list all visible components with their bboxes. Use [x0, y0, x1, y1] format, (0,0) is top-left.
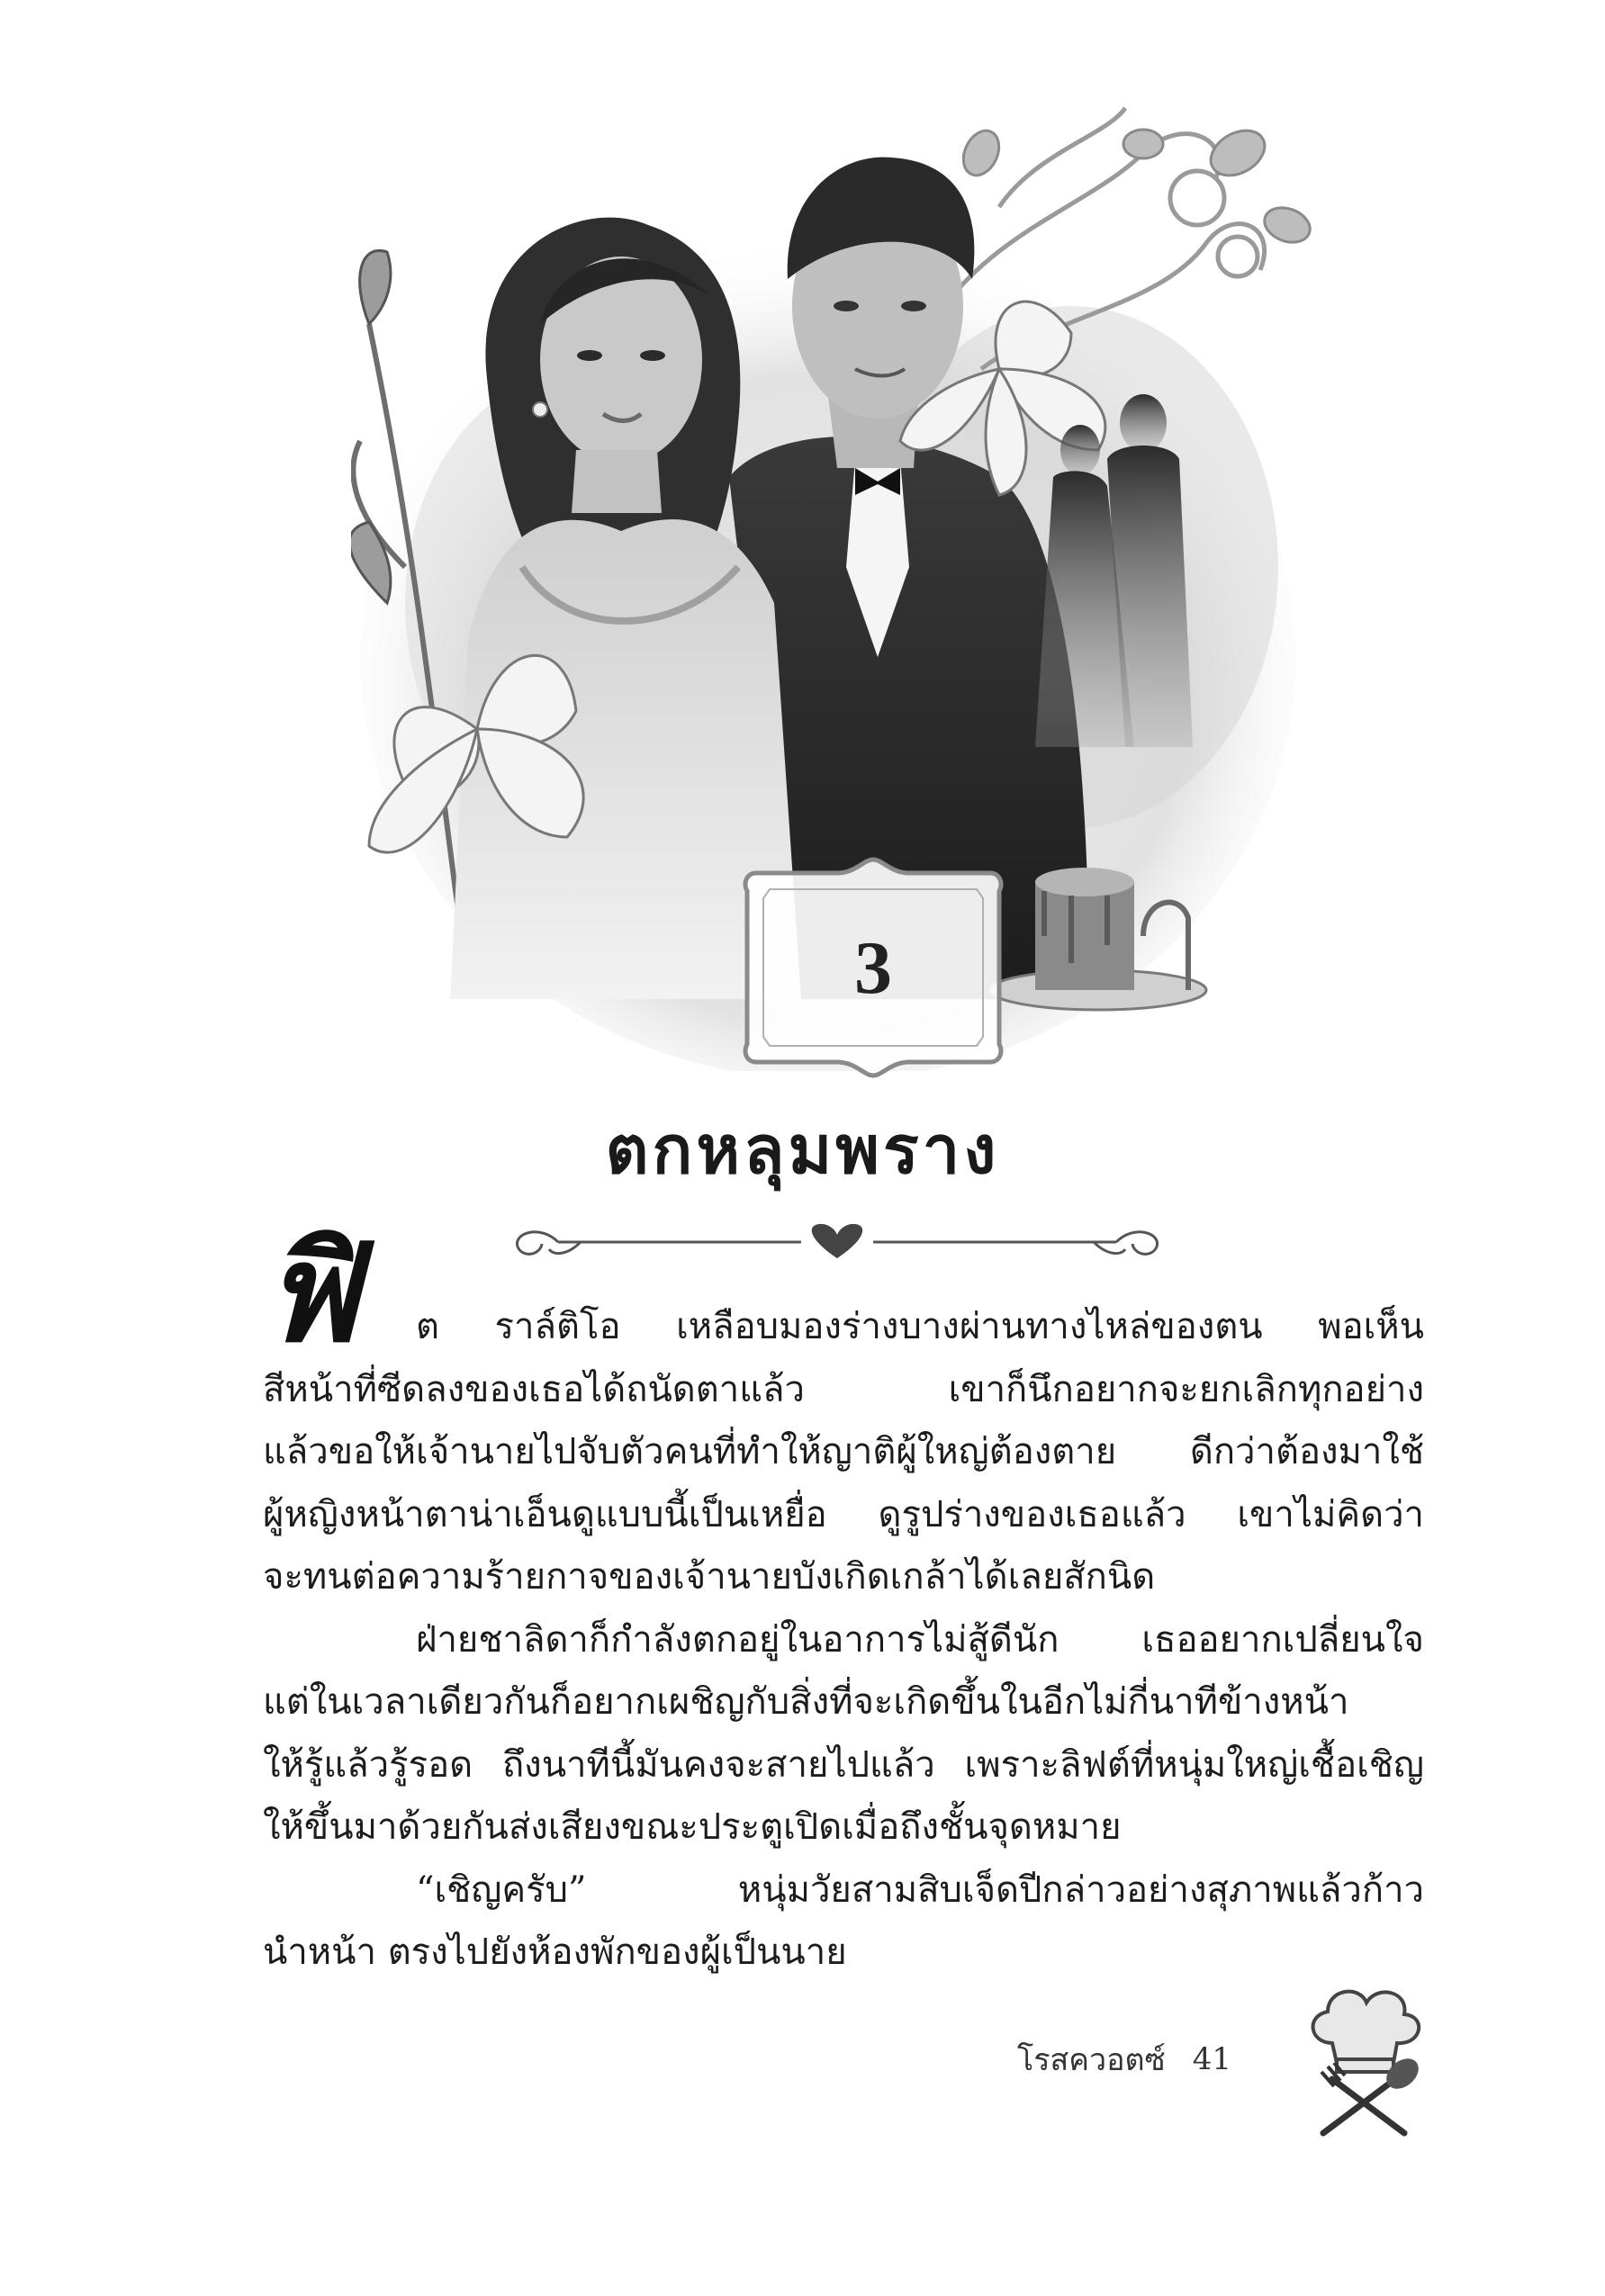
running-title: โรสควอตซ์ [1017, 2042, 1166, 2078]
line-text: ต ราล์ติโอ เหลือบมองร่างบางผ่านทางไหล่ของตน พอเห็น [416, 1306, 1424, 1347]
chapter-number: 3 [854, 925, 892, 1010]
paragraph-line: ผู้หญิงหน้าตาน่าเอ็นดูแบบนี้เป็นเหยื่อ ดูรูปร่างของเธอแล้ว เขาไม่คิดว่า [263, 1493, 1424, 1535]
paragraph-line: นำหน้า ตรงไปยังห้องพักของผู้เป็นนาย [263, 1931, 847, 1973]
chef-hat-utensils-icon [1296, 1980, 1431, 2142]
paragraph-line: แต่ในเวลาเดียวกันก็อยากเผชิญกับสิ่งที่จะเกิดขึ้นในอีกไม่กี่นาทีข้างหน้า [263, 1681, 1349, 1723]
paragraph-line: ให้ขึ้นมาด้วยกันส่งเสียงขณะประตูเปิดเมื่อถึงชั้นจุดหมาย [263, 1806, 1122, 1848]
paragraph-line [263, 1214, 1424, 1373]
paragraph-line: จะทนต่อความร้ายกาจของเจ้านายบังเกิดเกล้าได้เลยสักนิด [263, 1556, 1156, 1598]
chapter-number-frame [729, 855, 1017, 1080]
page-number: 41 [1192, 2041, 1231, 2077]
chapter-title: ตกหลุมพราง [605, 1112, 1000, 1189]
paragraph-line: สีหน้าที่ซีดลงของเธอได้ถนัดตาแล้ว เขาก็นึกอยากจะยกเลิกทุกอย่าง [263, 1368, 1424, 1410]
chapter-illustration [351, 99, 1323, 1071]
page-footer [1017, 2032, 1231, 2086]
paragraph-line: ฝ่ายชาลิดาก็กำลังตกอยู่ในอาการไม่สู้ดีนัก เธออยากเปลี่ยนใจ [416, 1618, 1424, 1661]
paragraph-line: แล้วขอให้เจ้านายไปจับตัวคนที่ทำให้ญาติผู้ใหญ่ต้องตาย ดีกว่าต้องมาใช้ [263, 1431, 1424, 1472]
drop-cap: ฟิ [263, 1214, 359, 1373]
paragraph-line: ให้รู้แล้วรู้รอด ถึงนาทีนี้มันคงจะสายไปแล้ว เพราะลิฟต์ที่หนุ่มใหญ่เชื้อเชิญ [263, 1743, 1424, 1786]
chapter-body [263, 1214, 1424, 1985]
heart-scroll-divider-icon [504, 1215, 1170, 1269]
heart-divider [504, 1215, 1170, 1269]
paragraph-line: “เชิญครับ” หนุ่มวัยสามสิบเจ็ดปีกล่าวอย่างสุภาพแล้วก้าว [416, 1868, 1424, 1911]
